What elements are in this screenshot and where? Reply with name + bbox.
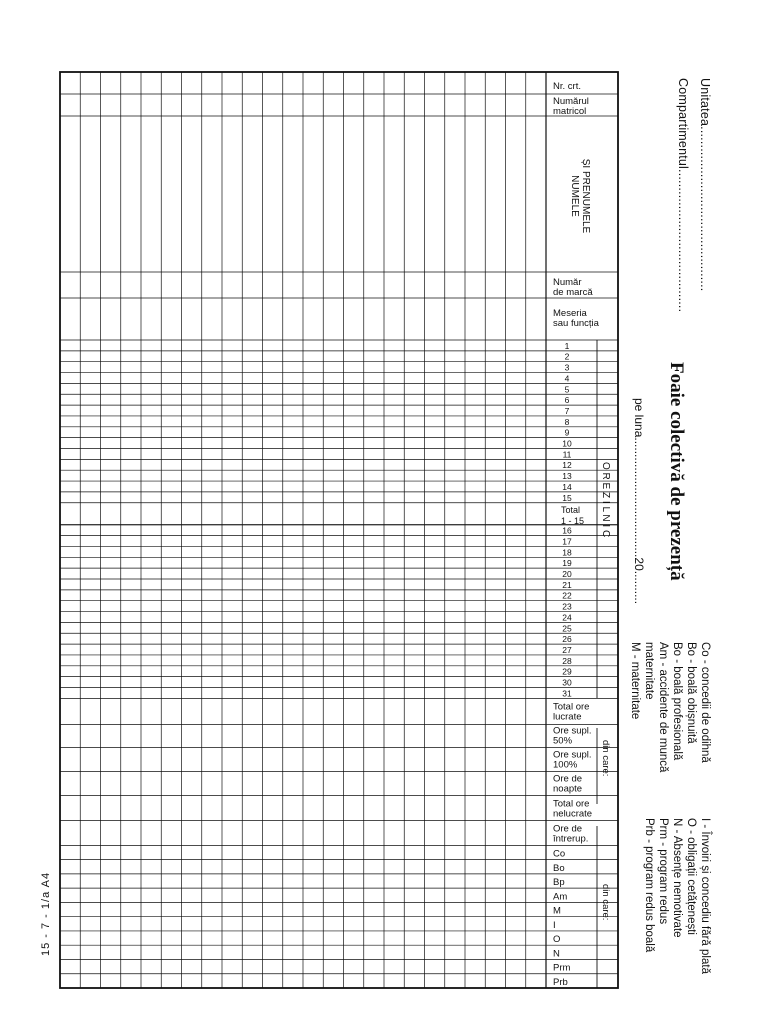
form-code: 15 - 7 - 1/a A4 bbox=[40, 871, 52, 956]
meseria-header: Meseria bbox=[553, 308, 587, 319]
legend-item: Co - concedii de odihnă bbox=[699, 642, 711, 763]
marca-header: de marcă bbox=[553, 287, 593, 298]
day-number: 23 bbox=[562, 601, 572, 612]
absence-code-label: N bbox=[553, 948, 560, 960]
total-worked-header: lucrate bbox=[553, 711, 582, 723]
day-number: 9 bbox=[564, 427, 570, 438]
table-border bbox=[60, 72, 618, 988]
overtime-100-header: 100% bbox=[553, 759, 578, 771]
day-number: 6 bbox=[564, 395, 570, 406]
day-number: 21 bbox=[562, 579, 572, 590]
day-number: 15 bbox=[562, 492, 572, 503]
day-number: 26 bbox=[562, 634, 572, 645]
absence-code-label: Bo bbox=[553, 862, 565, 874]
day-number: 20 bbox=[562, 569, 572, 579]
legend-item: O - obligații cetățenești bbox=[685, 818, 697, 935]
day-number: 14 bbox=[562, 481, 572, 492]
din-care-label: din care: bbox=[600, 884, 611, 921]
day-number: 17 bbox=[562, 536, 572, 547]
day-number: 2 bbox=[564, 351, 570, 362]
absence-code-label: Bp bbox=[553, 877, 565, 889]
day-number: 29 bbox=[562, 666, 572, 677]
day-number: 18 bbox=[562, 547, 572, 558]
day-number: 31 bbox=[562, 688, 572, 699]
day-number: 10 bbox=[562, 438, 572, 449]
absence-code-label: O bbox=[553, 934, 561, 946]
legend-item: N - Absențe nemotivate bbox=[671, 818, 683, 938]
unit-field-label: Unitatea............................................. bbox=[698, 78, 712, 292]
marca-header: Număr bbox=[553, 277, 582, 288]
total-not-worked-header: Total ore bbox=[553, 798, 590, 810]
absence-code-label: I bbox=[553, 919, 556, 931]
day-number: 12 bbox=[562, 460, 572, 471]
interruption-header: întrerup. bbox=[553, 833, 589, 845]
absence-code-label: Am bbox=[553, 891, 568, 903]
day-number: 13 bbox=[562, 471, 572, 482]
absence-code-label: Co bbox=[553, 848, 566, 860]
name-header-line: ȘI PRENUMELE bbox=[580, 158, 591, 234]
day-number: 25 bbox=[562, 623, 572, 634]
day-number: 4 bbox=[564, 373, 570, 384]
meseria-header: sau funcția bbox=[553, 318, 599, 329]
absence-code-label: M bbox=[553, 905, 561, 917]
day-number: 27 bbox=[562, 644, 572, 655]
total-not-worked-header: nelucrate bbox=[553, 808, 593, 820]
name-header-line: NUMELE bbox=[569, 175, 580, 217]
nr-crt-header: Nr. crt. bbox=[553, 81, 581, 92]
day-number: 5 bbox=[564, 384, 570, 395]
day-number: 16 bbox=[562, 525, 572, 536]
legend-item: Prb - program redus boală bbox=[643, 818, 655, 953]
legend-item: Prm - program redus bbox=[657, 818, 669, 925]
day-number: 24 bbox=[562, 612, 572, 623]
day-number: 8 bbox=[564, 416, 570, 427]
din-care-label: din care: bbox=[600, 740, 611, 777]
day-number: 30 bbox=[562, 677, 572, 688]
daily-hours-group-label: O R E Z I L N I C bbox=[600, 462, 611, 538]
name-header bbox=[569, 159, 591, 234]
night-hours-header: noapte bbox=[553, 783, 583, 795]
interruption-header: Ore de bbox=[553, 823, 583, 835]
day-number: 1 bbox=[564, 340, 570, 351]
legend-item: Am - accidente de muncă bbox=[657, 642, 669, 773]
day-number: 28 bbox=[562, 655, 572, 666]
form-title: Foaie colectivă de prezență bbox=[666, 362, 687, 581]
department-field-label: Compartimentul....................................... bbox=[676, 78, 690, 313]
night-hours-header: Ore de bbox=[553, 773, 583, 785]
day-number: 22 bbox=[562, 590, 572, 601]
day-number: 19 bbox=[562, 558, 572, 569]
day-number: 3 bbox=[564, 362, 570, 373]
absence-code-label: Prm bbox=[553, 962, 571, 974]
day-number: 11 bbox=[562, 449, 572, 460]
matricol-header: Numărul bbox=[553, 96, 589, 107]
day-number: 7 bbox=[564, 405, 570, 416]
legend-item: I - Învoiri și concediu fără plată bbox=[699, 818, 711, 974]
overtime-50-header: 50% bbox=[553, 735, 573, 747]
absence-code-label: Prb bbox=[553, 977, 568, 988]
overtime-50-header: Ore supl. bbox=[553, 725, 592, 737]
legend-item: Bo - boală profesională bbox=[671, 642, 683, 761]
legend-item: maternitate bbox=[643, 642, 655, 700]
legend-item: M - maternitate bbox=[629, 642, 641, 720]
legend-item: Bo - boală obișnuită bbox=[685, 642, 697, 744]
total-first-header: Total bbox=[561, 504, 581, 515]
matricol-header: matricol bbox=[553, 106, 587, 117]
period-field: pe luna....................................20.......... bbox=[632, 398, 646, 605]
overtime-100-header: Ore supl. bbox=[553, 749, 592, 761]
total-worked-header: Total ore bbox=[553, 701, 590, 713]
total-first-header: 1 - 15 bbox=[561, 515, 585, 526]
